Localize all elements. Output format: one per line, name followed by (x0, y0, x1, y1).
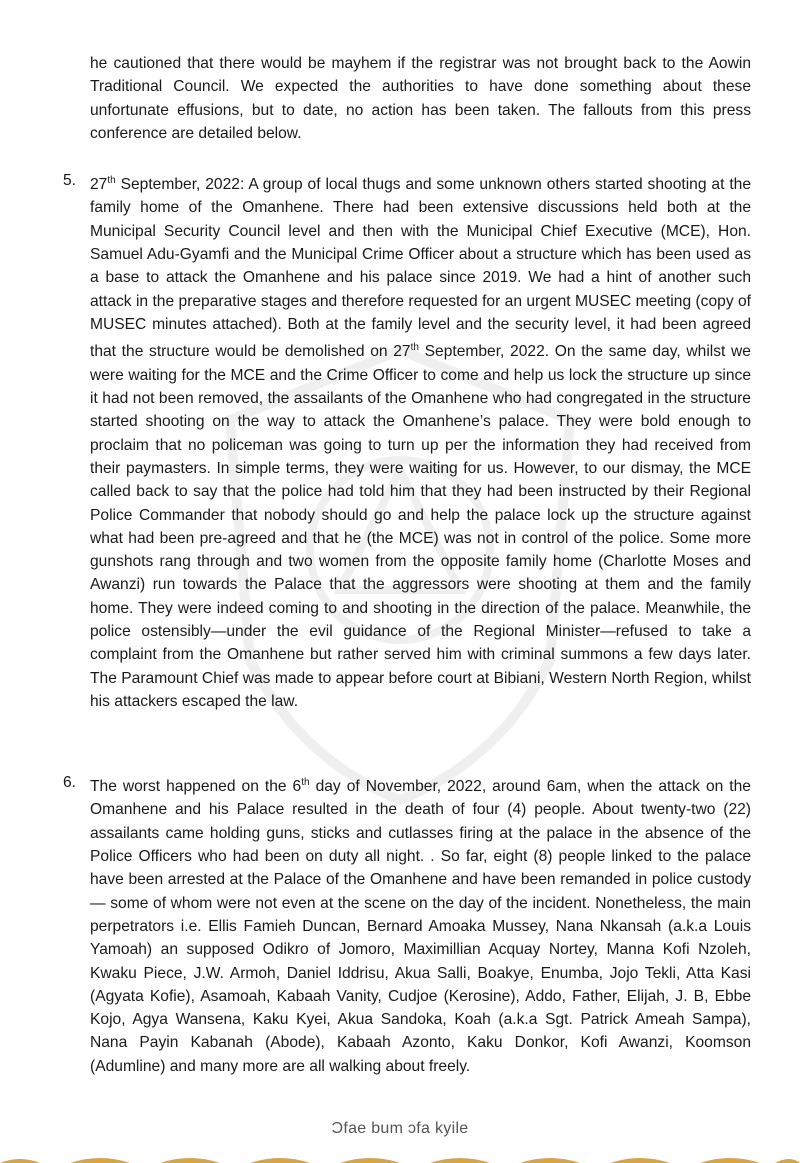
intro-paragraph: he cautioned that there would be mayhem if the registrar was not brought back to the Aowin Traditional Council. We expected the authorities to have done something about these unfortunate effusions, but to date, no action has been taken. The fallouts from this press conference are detailed below. (90, 55, 751, 142)
list-item-text: The worst happened on the 6th day of November, 2022, around 6am, when the attack on the Omanhene and his Palace resulted in the death of four (4) people. About twenty-two (22) assailants came holding guns, sticks and cutlasses firing at the palace in the absence of the Police Officers who had been on duty all night. . So far, eight (8) people linked to the palace have been arrested at the Palace of the Omanhene and have been remanded in police custody— some of whom were not even at the scene on the day of the incident. Nonetheless, the main perpetrators i.e. Ellis Famieh Duncan, Bernard Amoaka Mussey, Nana Nkansah (a.k.a Louis Yamoah) an supposed Odikro of Jomoro, Maximillian Acquay Nortey, Manna Kofi Nzoleh, Kwaku Piece, J.W. Armoh, Daniel Iddrisu, Akua Salli, Boakye, Enumba, Jojo Tekli, Atta Kasi (Agyata Kofie), Asamoah, Kabaah Vanity, Cudjoe (Kerosine), Addo, Father, Elijah, J. B, Ebbe Kojo, Agya Wansena, Kaku Kyei, Akua Sandoka, Koah (a.k.a Sgt. Patrick Ameah Sampa), Nana Payin Kabanah (Abode), Kabaah Azonto, Kaku Donkor, Kofi Awanzi, Koomson (Adumline) and many more are all walking about freely. (90, 777, 751, 1075)
decorative-border-icon (0, 1149, 800, 1163)
list-item-text: 27th September, 2022: A group of local thugs and some unknown others started shooting at the family home of the Omanhene. There had been extensive discussions held both at the Municipal Security Council level and then with the Municipal Chief Executive (MCE), Hon. Samuel Adu-Gyamfi and the Municipal Crime Officer about a structure which has been used as a base to attack the Omanhene and his palace since 2019. We had a hint of another such attack in the preparative stages and therefore requested for an urgent MUSEC meeting (copy of MUSEC minutes attached). Both at the family level and the security level, it had been agreed that the structure would be demolished on 27th September, 2022. On the same day, whilst we were waiting for the MCE and the Crime Officer to come and help us lock the structure up since it had not been removed, the assailants of the Omanhene who had congregated in the structure started shooting on the way to attack the Omanhene’s palace. They were bold enough to proclaim that no policeman was going to turn up per the information they had received from their paymasters. In simple terms, they were waiting for us. However, to our dismay, the MCE called back to say that the police had told him that they had been instructed by their Regional Police Commander that nobody should go and help the palace lock up the structure against what had been pre-agreed and that he (the MCE) was not in control of the police. Some more gunshots rang through and two women from the opposite family home (Charlotte Moses and Awanzi) run towards the Palace that the aggressors were shooting at them and the family home. They were indeed coming to and shooting in the direction of the palace. Meanwhile, the police ostensibly—under the evil guidance of the Regional Minister—refused to take a complaint from the Omanhene but rather served him with criminal summons a few days later. The Paramount Chief was made to appear before court at Bibiani, Western North Region, whilst his attackers escaped the law. (90, 175, 751, 710)
list-item-number: 5. (63, 172, 77, 189)
footer-motto: Ɔfae bum ɔfa kyile (331, 1120, 469, 1137)
list-item-number: 6. (63, 774, 77, 791)
